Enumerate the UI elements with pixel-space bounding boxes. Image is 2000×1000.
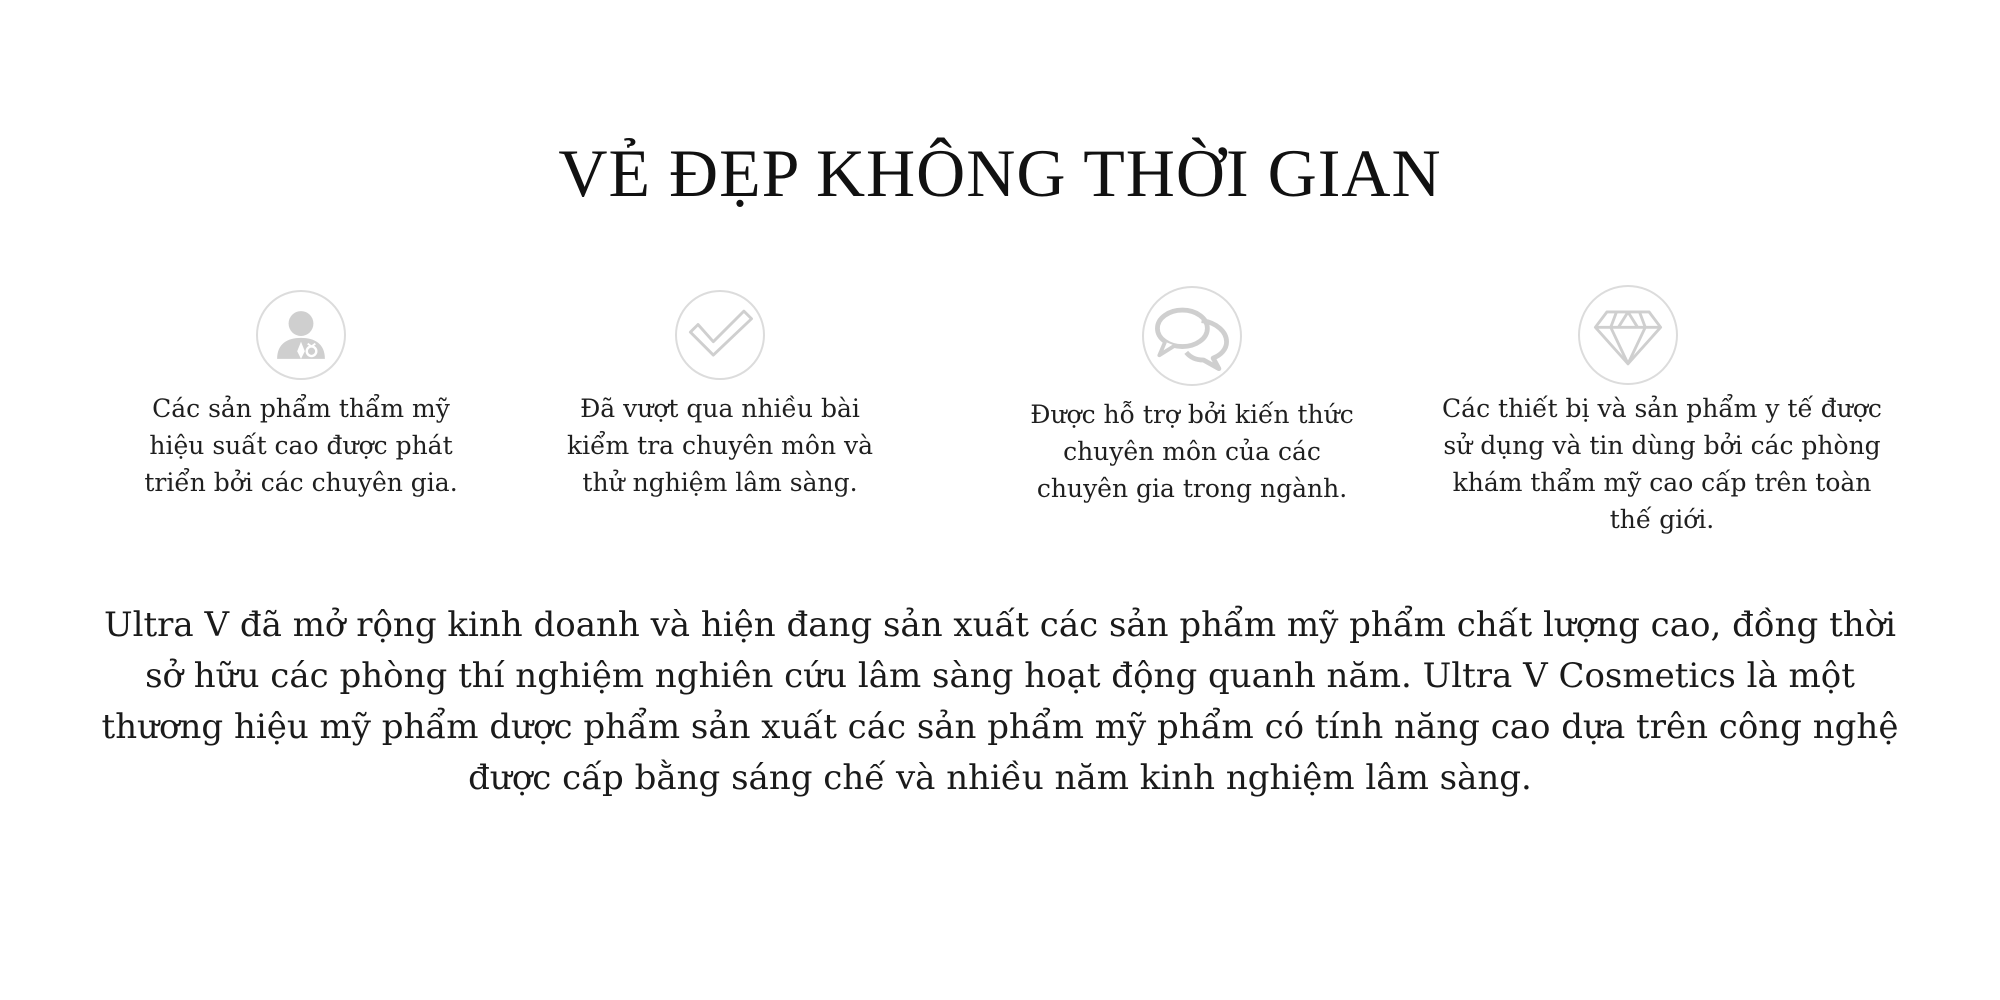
page-title: VẺ ĐẸP KHÔNG THỜI GIAN xyxy=(558,135,1442,211)
checkmark-icon xyxy=(675,290,765,380)
feature-text-experts: Các sản phẩm thẩm mỹ hiệu suất cao được phát triển bởi các chuyên gia. xyxy=(144,394,458,497)
feature-text-clinics: Các thiết bị và sản phẩm y tế được sử dụng và tin dùng bởi các phòng khám thẩm mỹ cao cấp trên toàn thế giới. xyxy=(1442,394,1882,534)
doctor-icon xyxy=(256,290,346,380)
speech-bubbles-icon xyxy=(1142,286,1242,386)
brand-description: Ultra V đã mở rộng kinh doanh và hiện đang sản xuất các sản phẩm mỹ phẩm chất lượng cao, đồng thời sở hữu các phòng thí nghiệm nghiên cứu lâm sàng hoạt động quanh năm. Ultra V Cosmetics là một thương hiệu mỹ phẩm dược phẩm sản xuất các sản phẩm mỹ phẩm có tính năng cao dựa trên công nghệ được cấp bằng sáng chế và nhiều năm kinh nghiệm lâm sàng. xyxy=(101,605,1899,798)
diamond-icon xyxy=(1578,285,1678,385)
feature-text-tests: Đã vượt qua nhiều bài kiểm tra chuyên môn và thử nghiệm lâm sàng. xyxy=(566,394,874,497)
feature-text-support: Được hỗ trợ bởi kiến thức chuyên môn của các chuyên gia trong ngành. xyxy=(1030,400,1354,503)
